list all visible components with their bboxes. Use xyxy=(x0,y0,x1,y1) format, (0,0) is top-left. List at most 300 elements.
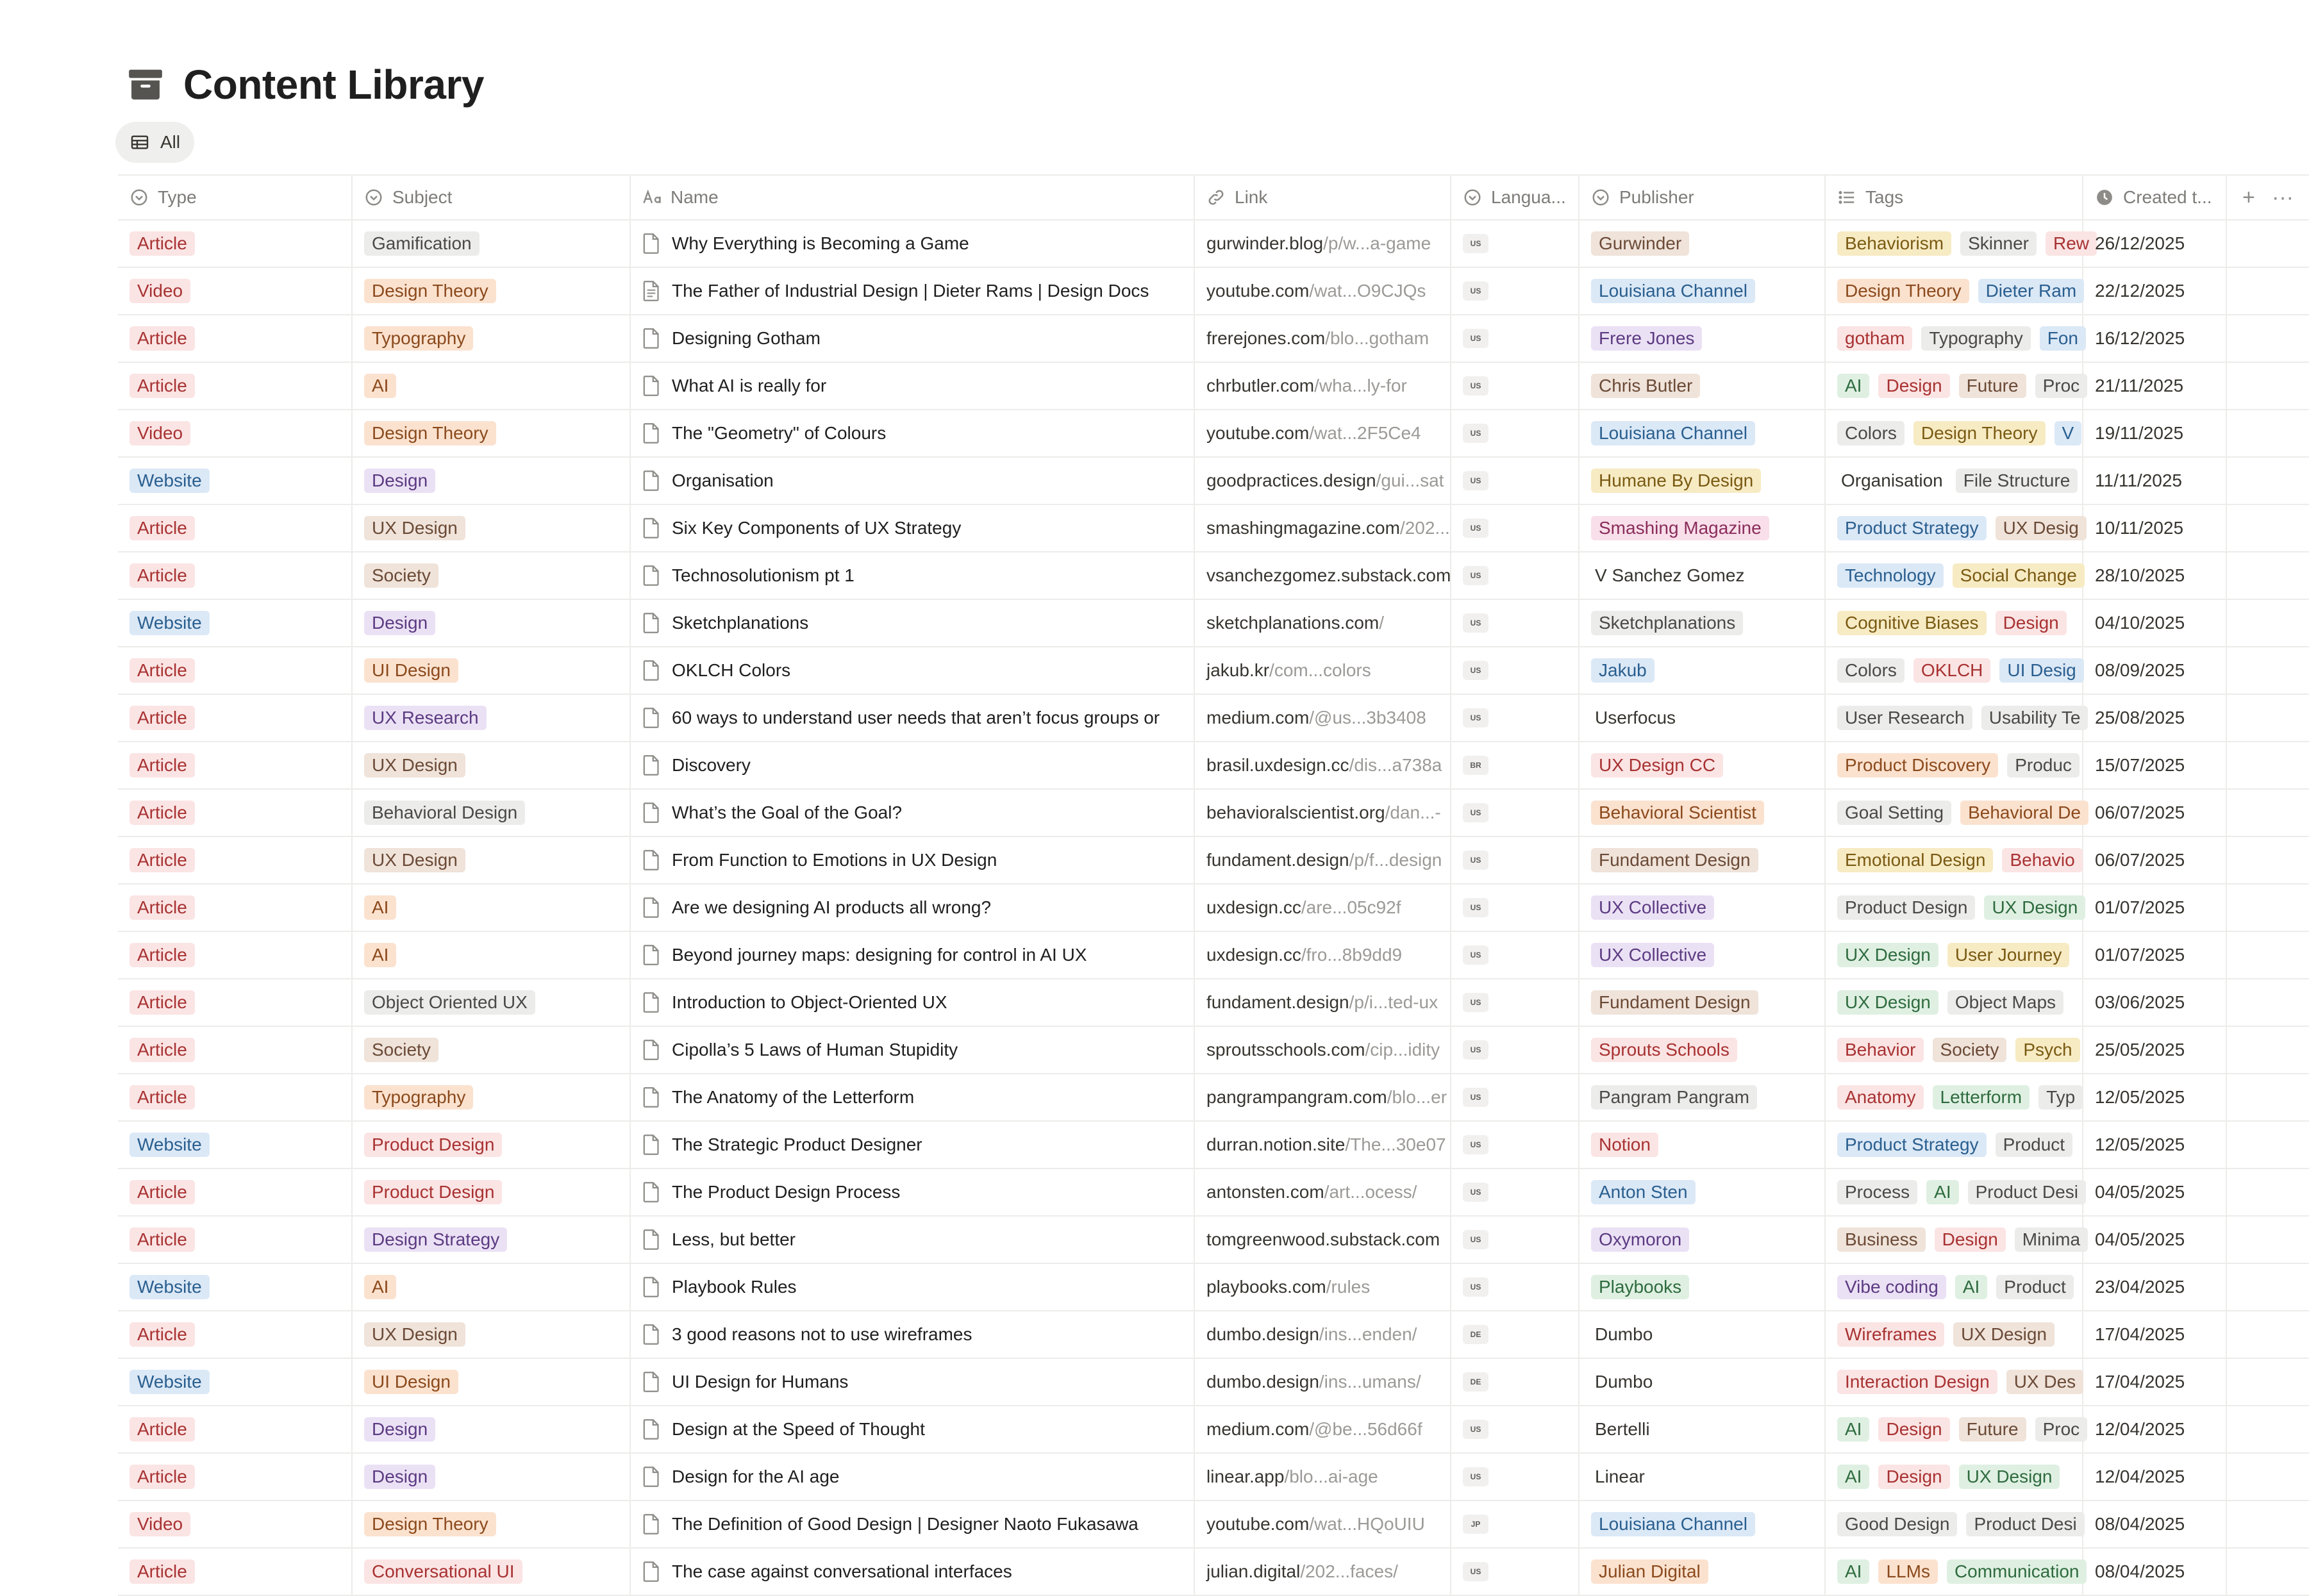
cell-type[interactable] xyxy=(118,553,353,599)
cell-link[interactable] xyxy=(1195,695,1451,741)
cell-name[interactable] xyxy=(631,1027,1195,1073)
link-path[interactable]: /202... xyxy=(1399,518,1450,538)
cell-tags[interactable] xyxy=(1826,885,2083,931)
cell-created[interactable] xyxy=(2083,363,2227,409)
cell-created[interactable] xyxy=(2083,1169,2227,1215)
cell-language[interactable] xyxy=(1451,647,1580,694)
cell-publisher[interactable] xyxy=(1580,458,1826,504)
cell-language[interactable] xyxy=(1451,790,1580,836)
table-row[interactable] xyxy=(118,932,2309,979)
cell-link[interactable] xyxy=(1195,363,1451,409)
cell-publisher[interactable] xyxy=(1580,410,1826,456)
cell-subject[interactable] xyxy=(353,1359,631,1405)
cell-tags[interactable] xyxy=(1826,979,2083,1026)
page-name[interactable]: Six Key Components of UX Strategy xyxy=(672,518,962,538)
cell-created[interactable] xyxy=(2083,1501,2227,1547)
link-domain[interactable]: antonsten.com xyxy=(1206,1182,1324,1202)
cell-tags[interactable] xyxy=(1826,1027,2083,1073)
link-domain[interactable]: fundament.design xyxy=(1206,992,1349,1012)
cell-type[interactable] xyxy=(118,505,353,551)
cell-subject[interactable] xyxy=(353,268,631,314)
cell-name[interactable] xyxy=(631,553,1195,599)
cell-subject[interactable] xyxy=(353,790,631,836)
cell-tags[interactable] xyxy=(1826,1454,2083,1500)
cell-publisher[interactable] xyxy=(1580,1122,1826,1168)
page-name[interactable]: Design for the AI age xyxy=(672,1467,840,1486)
page-name[interactable]: The Anatomy of the Letterform xyxy=(672,1087,915,1107)
cell-language[interactable] xyxy=(1451,553,1580,599)
page-name[interactable]: The Father of Industrial Design | Dieter Rams | Design Docs xyxy=(672,281,1149,301)
link-domain[interactable]: dumbo.design xyxy=(1206,1372,1319,1392)
cell-subject[interactable] xyxy=(353,220,631,267)
cell-link[interactable] xyxy=(1195,647,1451,694)
cell-created[interactable] xyxy=(2083,553,2227,599)
cell-created[interactable] xyxy=(2083,1454,2227,1500)
link-path[interactable]: /wat...O9CJQs xyxy=(1309,281,1426,301)
page-name[interactable]: Beyond journey maps: designing for control in AI UX xyxy=(672,945,1087,965)
cell-name[interactable] xyxy=(631,1454,1195,1500)
table-row[interactable] xyxy=(118,1264,2309,1311)
link-path[interactable]: /fro...8b9dd9 xyxy=(1301,945,1403,965)
cell-language[interactable] xyxy=(1451,1122,1580,1168)
cell-created[interactable] xyxy=(2083,1027,2227,1073)
table-row[interactable] xyxy=(118,1217,2309,1264)
cell-link[interactable] xyxy=(1195,1122,1451,1168)
cell-subject[interactable] xyxy=(353,885,631,931)
table-row[interactable] xyxy=(118,647,2309,695)
cell-publisher[interactable] xyxy=(1580,742,1826,788)
cell-created[interactable] xyxy=(2083,220,2227,267)
page-name[interactable]: Playbook Rules xyxy=(672,1277,797,1297)
table-row[interactable] xyxy=(118,1122,2309,1169)
cell-tags[interactable] xyxy=(1826,505,2083,551)
page-name[interactable]: The Strategic Product Designer xyxy=(672,1135,922,1154)
link-path[interactable]: /rules xyxy=(1326,1277,1371,1297)
page-name[interactable]: Sketchplanations xyxy=(672,613,809,633)
cell-language[interactable] xyxy=(1451,1311,1580,1358)
cell-type[interactable] xyxy=(118,1454,353,1500)
link-path[interactable]: /art...ocess/ xyxy=(1324,1182,1417,1202)
cell-type[interactable] xyxy=(118,1264,353,1310)
cell-tags[interactable] xyxy=(1826,932,2083,978)
cell-link[interactable] xyxy=(1195,1169,1451,1215)
link-path[interactable]: /wat...2F5Ce4 xyxy=(1309,423,1421,443)
table-row[interactable] xyxy=(118,1074,2309,1122)
cell-link[interactable] xyxy=(1195,1501,1451,1547)
cell-subject[interactable] xyxy=(353,647,631,694)
cell-tags[interactable] xyxy=(1826,220,2090,267)
link-path[interactable]: /The...30e07 xyxy=(1345,1135,1446,1154)
more-options-icon[interactable]: ··· xyxy=(2272,185,2294,210)
table-row[interactable] xyxy=(118,1027,2309,1074)
page-name[interactable]: What AI is really for xyxy=(672,376,827,395)
cell-name[interactable] xyxy=(631,1501,1195,1547)
cell-publisher[interactable] xyxy=(1580,979,1826,1026)
table-row[interactable] xyxy=(118,505,2309,553)
cell-tags[interactable] xyxy=(1826,1501,2083,1547)
link-domain[interactable]: smashingmagazine.com xyxy=(1206,518,1400,538)
cell-created[interactable] xyxy=(2083,837,2227,883)
cell-publisher[interactable] xyxy=(1580,1074,1826,1120)
cell-subject[interactable] xyxy=(353,1074,631,1120)
cell-link[interactable] xyxy=(1195,790,1451,836)
link-path[interactable]: /blo...er xyxy=(1387,1087,1447,1107)
cell-publisher[interactable] xyxy=(1580,1311,1826,1358)
cell-type[interactable] xyxy=(118,268,353,314)
link-path[interactable]: /@be...56d66f xyxy=(1309,1419,1422,1439)
cell-language[interactable] xyxy=(1451,1169,1580,1215)
link-domain[interactable]: tomgreenwood.substack.com xyxy=(1206,1229,1440,1249)
table-row[interactable] xyxy=(118,553,2309,600)
cell-language[interactable] xyxy=(1451,742,1580,788)
cell-link[interactable] xyxy=(1195,1406,1451,1452)
cell-publisher[interactable] xyxy=(1580,695,1826,741)
link-path[interactable]: /202...faces/ xyxy=(1300,1561,1398,1581)
cell-name[interactable] xyxy=(631,837,1195,883)
cell-tags[interactable] xyxy=(1826,268,2083,314)
cell-subject[interactable] xyxy=(353,1406,631,1452)
cell-tags[interactable] xyxy=(1826,363,2083,409)
cell-created[interactable] xyxy=(2083,1359,2227,1405)
cell-language[interactable] xyxy=(1451,837,1580,883)
cell-created[interactable] xyxy=(2083,647,2227,694)
cell-created[interactable] xyxy=(2083,979,2227,1026)
page-name[interactable]: Why Everything is Becoming a Game xyxy=(672,233,969,253)
cell-publisher[interactable] xyxy=(1580,505,1826,551)
column-header-tags[interactable]: Tags xyxy=(1826,176,2083,219)
link-path[interactable]: /p/i...ted-ux xyxy=(1349,992,1438,1012)
cell-publisher[interactable] xyxy=(1580,1501,1826,1547)
cell-name[interactable] xyxy=(631,695,1195,741)
cell-name[interactable] xyxy=(631,458,1195,504)
cell-type[interactable] xyxy=(118,220,353,267)
cell-name[interactable] xyxy=(631,647,1195,694)
table-row[interactable] xyxy=(118,1359,2309,1406)
page-name[interactable]: 3 good reasons not to use wireframes xyxy=(672,1324,972,1344)
cell-language[interactable] xyxy=(1451,1454,1580,1500)
cell-tags[interactable] xyxy=(1826,458,2083,504)
link-path[interactable]: /ins...umans/ xyxy=(1319,1372,1421,1392)
cell-link[interactable] xyxy=(1195,1359,1451,1405)
column-header-created[interactable]: Created t... xyxy=(2083,176,2227,219)
page-name[interactable]: The case against conversational interfaces xyxy=(672,1561,1012,1581)
cell-created[interactable] xyxy=(2083,1406,2227,1452)
link-domain[interactable]: vsanchezgomez.substack.com xyxy=(1206,565,1451,585)
cell-name[interactable] xyxy=(631,1264,1195,1310)
link-domain[interactable]: fundament.design xyxy=(1206,850,1349,870)
cell-subject[interactable] xyxy=(353,410,631,456)
page-name[interactable]: Introduction to Object-Oriented UX xyxy=(672,992,947,1012)
link-path[interactable]: /p/w...a-game xyxy=(1323,233,1431,253)
link-path[interactable]: /dan...- xyxy=(1385,802,1441,822)
cell-language[interactable] xyxy=(1451,695,1580,741)
table-row[interactable] xyxy=(118,458,2309,505)
cell-type[interactable] xyxy=(118,410,353,456)
column-header-language[interactable]: Langua... xyxy=(1451,176,1580,219)
table-row[interactable] xyxy=(118,1549,2309,1596)
cell-language[interactable] xyxy=(1451,1549,1580,1595)
cell-subject[interactable] xyxy=(353,1027,631,1073)
link-domain[interactable]: playbooks.com xyxy=(1206,1277,1326,1297)
table-row[interactable] xyxy=(118,220,2309,268)
cell-tags[interactable] xyxy=(1826,1217,2083,1263)
column-header-link[interactable]: Link xyxy=(1195,176,1451,219)
cell-language[interactable] xyxy=(1451,885,1580,931)
table-row[interactable] xyxy=(118,742,2309,790)
cell-created[interactable] xyxy=(2083,315,2227,362)
cell-language[interactable] xyxy=(1451,1074,1580,1120)
cell-name[interactable] xyxy=(631,979,1195,1026)
link-path[interactable]: /cip...idity xyxy=(1365,1040,1440,1060)
cell-publisher[interactable] xyxy=(1580,932,1826,978)
cell-link[interactable] xyxy=(1195,1027,1451,1073)
cell-created[interactable] xyxy=(2083,1122,2227,1168)
link-path[interactable]: /gui...sat xyxy=(1376,470,1444,490)
cell-publisher[interactable] xyxy=(1580,220,1826,267)
cell-tags[interactable] xyxy=(1826,1264,2083,1310)
cell-publisher[interactable] xyxy=(1580,790,1826,836)
cell-type[interactable] xyxy=(118,742,353,788)
cell-created[interactable] xyxy=(2083,1311,2227,1358)
page-name[interactable]: Discovery xyxy=(672,755,751,775)
cell-language[interactable] xyxy=(1451,600,1580,646)
table-row[interactable] xyxy=(118,268,2309,315)
cell-tags[interactable] xyxy=(1826,742,2083,788)
page-name[interactable]: Technosolutionism pt 1 xyxy=(672,565,854,585)
link-domain[interactable]: sproutsschools.com xyxy=(1206,1040,1365,1060)
cell-subject[interactable] xyxy=(353,1501,631,1547)
link-path[interactable]: /wha...ly-for xyxy=(1314,376,1407,395)
cell-subject[interactable] xyxy=(353,1311,631,1358)
cell-language[interactable] xyxy=(1451,979,1580,1026)
cell-type[interactable] xyxy=(118,458,353,504)
cell-subject[interactable] xyxy=(353,315,631,362)
cell-link[interactable] xyxy=(1195,742,1451,788)
cell-name[interactable] xyxy=(631,315,1195,362)
link-path[interactable]: /ins...enden/ xyxy=(1319,1324,1417,1344)
cell-link[interactable] xyxy=(1195,932,1451,978)
cell-created[interactable] xyxy=(2083,790,2227,836)
link-domain[interactable]: sketchplanations.com xyxy=(1206,613,1380,633)
cell-name[interactable] xyxy=(631,1169,1195,1215)
cell-type[interactable] xyxy=(118,885,353,931)
cell-tags[interactable] xyxy=(1826,695,2083,741)
page-name[interactable]: The Definition of Good Design | Designer Naoto Fukasawa xyxy=(672,1514,1138,1534)
cell-type[interactable] xyxy=(118,1074,353,1120)
cell-name[interactable] xyxy=(631,742,1195,788)
page-name[interactable]: UI Design for Humans xyxy=(672,1372,849,1392)
link-domain[interactable]: dumbo.design xyxy=(1206,1324,1319,1344)
table-row[interactable] xyxy=(118,695,2309,742)
cell-subject[interactable] xyxy=(353,553,631,599)
cell-link[interactable] xyxy=(1195,600,1451,646)
cell-language[interactable] xyxy=(1451,1501,1580,1547)
table-row[interactable] xyxy=(118,1169,2309,1217)
cell-created[interactable] xyxy=(2083,458,2227,504)
cell-link[interactable] xyxy=(1195,505,1451,551)
cell-tags[interactable] xyxy=(1826,1169,2083,1215)
cell-name[interactable] xyxy=(631,220,1195,267)
cell-language[interactable] xyxy=(1451,505,1580,551)
cell-link[interactable] xyxy=(1195,458,1451,504)
page-name[interactable]: The "Geometry" of Colours xyxy=(672,423,887,443)
cell-link[interactable] xyxy=(1195,1454,1451,1500)
cell-tags[interactable] xyxy=(1826,410,2083,456)
cell-publisher[interactable] xyxy=(1580,647,1826,694)
cell-tags[interactable] xyxy=(1826,1406,2083,1452)
link-path[interactable]: /wat...HQoUIU xyxy=(1309,1514,1425,1534)
cell-subject[interactable] xyxy=(353,932,631,978)
cell-link[interactable] xyxy=(1195,410,1451,456)
page-name[interactable]: The Product Design Process xyxy=(672,1182,901,1202)
cell-language[interactable] xyxy=(1451,1264,1580,1310)
page-name[interactable]: Organisation xyxy=(672,470,774,490)
cell-type[interactable] xyxy=(118,647,353,694)
link-path[interactable]: /blo...gotham xyxy=(1325,328,1430,348)
cell-subject[interactable] xyxy=(353,1122,631,1168)
table-row[interactable] xyxy=(118,600,2309,647)
page-name[interactable]: 60 ways to understand user needs that aren’t focus groups or xyxy=(672,708,1160,727)
cell-name[interactable] xyxy=(631,1406,1195,1452)
cell-name[interactable] xyxy=(631,1122,1195,1168)
link-domain[interactable]: medium.com xyxy=(1206,1419,1310,1439)
cell-subject[interactable] xyxy=(353,1549,631,1595)
cell-created[interactable] xyxy=(2083,932,2227,978)
tab-all[interactable] xyxy=(115,122,194,163)
cell-type[interactable] xyxy=(118,1169,353,1215)
cell-link[interactable] xyxy=(1195,1549,1451,1595)
cell-created[interactable] xyxy=(2083,1074,2227,1120)
cell-language[interactable] xyxy=(1451,1217,1580,1263)
cell-language[interactable] xyxy=(1451,363,1580,409)
table-row[interactable] xyxy=(118,1311,2309,1359)
cell-created[interactable] xyxy=(2083,505,2227,551)
column-header-publisher[interactable]: Publisher xyxy=(1580,176,1826,219)
cell-name[interactable] xyxy=(631,505,1195,551)
cell-subject[interactable] xyxy=(353,505,631,551)
cell-language[interactable] xyxy=(1451,1406,1580,1452)
cell-publisher[interactable] xyxy=(1580,885,1826,931)
page-name[interactable]: OKLCH Colors xyxy=(672,660,791,680)
cell-created[interactable] xyxy=(2083,268,2227,314)
cell-link[interactable] xyxy=(1195,1264,1451,1310)
cell-publisher[interactable] xyxy=(1580,363,1826,409)
link-domain[interactable]: uxdesign.cc xyxy=(1206,897,1301,917)
cell-type[interactable] xyxy=(118,1311,353,1358)
cell-name[interactable] xyxy=(631,885,1195,931)
cell-link[interactable] xyxy=(1195,220,1451,267)
table-row[interactable] xyxy=(118,315,2309,363)
cell-link[interactable] xyxy=(1195,1074,1451,1120)
cell-publisher[interactable] xyxy=(1580,1359,1826,1405)
cell-name[interactable] xyxy=(631,932,1195,978)
cell-tags[interactable] xyxy=(1826,600,2083,646)
page-name[interactable]: From Function to Emotions in UX Design xyxy=(672,850,997,870)
cell-created[interactable] xyxy=(2083,885,2227,931)
link-domain[interactable]: pangrampangram.com xyxy=(1206,1087,1387,1107)
cell-name[interactable] xyxy=(631,1311,1195,1358)
cell-publisher[interactable] xyxy=(1580,315,1826,362)
cell-publisher[interactable] xyxy=(1580,1454,1826,1500)
link-domain[interactable]: frerejones.com xyxy=(1206,328,1326,348)
table-row[interactable] xyxy=(118,1501,2309,1549)
link-domain[interactable]: medium.com xyxy=(1206,708,1310,727)
cell-link[interactable] xyxy=(1195,268,1451,314)
cell-language[interactable] xyxy=(1451,410,1580,456)
cell-subject[interactable] xyxy=(353,600,631,646)
cell-language[interactable] xyxy=(1451,458,1580,504)
cell-name[interactable] xyxy=(631,1549,1195,1595)
cell-created[interactable] xyxy=(2083,410,2227,456)
cell-type[interactable] xyxy=(118,1027,353,1073)
cell-subject[interactable] xyxy=(353,1454,631,1500)
link-domain[interactable]: youtube.com xyxy=(1206,423,1310,443)
cell-language[interactable] xyxy=(1451,220,1580,267)
link-domain[interactable]: durran.notion.site xyxy=(1206,1135,1346,1154)
column-header-type[interactable]: Type xyxy=(118,176,353,219)
cell-created[interactable] xyxy=(2083,600,2227,646)
cell-publisher[interactable] xyxy=(1580,1406,1826,1452)
cell-link[interactable] xyxy=(1195,979,1451,1026)
cell-created[interactable] xyxy=(2083,742,2227,788)
cell-name[interactable] xyxy=(631,1217,1195,1263)
cell-name[interactable] xyxy=(631,1359,1195,1405)
link-domain[interactable]: julian.digital xyxy=(1206,1561,1301,1581)
page-name[interactable]: Designing Gotham xyxy=(672,328,821,348)
cell-language[interactable] xyxy=(1451,932,1580,978)
link-domain[interactable]: gurwinder.blog xyxy=(1206,233,1324,253)
link-path[interactable]: / xyxy=(1379,613,1385,633)
cell-type[interactable] xyxy=(118,932,353,978)
table-row[interactable] xyxy=(118,1454,2309,1501)
cell-type[interactable] xyxy=(118,1406,353,1452)
cell-publisher[interactable] xyxy=(1580,268,1826,314)
cell-publisher[interactable] xyxy=(1580,1264,1826,1310)
cell-tags[interactable] xyxy=(1826,1074,2083,1120)
cell-publisher[interactable] xyxy=(1580,1169,1826,1215)
cell-type[interactable] xyxy=(118,695,353,741)
cell-subject[interactable] xyxy=(353,695,631,741)
cell-publisher[interactable] xyxy=(1580,1549,1826,1595)
page-name[interactable]: What’s the Goal of the Goal? xyxy=(672,802,903,822)
cell-tags[interactable] xyxy=(1826,1359,2083,1405)
add-property-icon[interactable]: + xyxy=(2242,185,2255,210)
table-row[interactable] xyxy=(118,885,2309,932)
link-path[interactable]: /@us...3b3408 xyxy=(1309,708,1426,727)
link-domain[interactable]: goodpractices.design xyxy=(1206,470,1376,490)
link-path[interactable]: /p/f...design xyxy=(1349,850,1442,870)
cell-name[interactable] xyxy=(631,410,1195,456)
page-name[interactable]: Less, but better xyxy=(672,1229,796,1249)
cell-publisher[interactable] xyxy=(1580,1027,1826,1073)
cell-type[interactable] xyxy=(118,1359,353,1405)
cell-publisher[interactable] xyxy=(1580,1217,1826,1263)
cell-link[interactable] xyxy=(1195,1311,1451,1358)
cell-link[interactable] xyxy=(1195,837,1451,883)
cell-publisher[interactable] xyxy=(1580,837,1826,883)
cell-language[interactable] xyxy=(1451,315,1580,362)
cell-name[interactable] xyxy=(631,268,1195,314)
cell-subject[interactable] xyxy=(353,1169,631,1215)
cell-type[interactable] xyxy=(118,1122,353,1168)
cell-subject[interactable] xyxy=(353,1217,631,1263)
cell-type[interactable] xyxy=(118,600,353,646)
cell-subject[interactable] xyxy=(353,742,631,788)
link-domain[interactable]: chrbutler.com xyxy=(1206,376,1315,395)
cell-type[interactable] xyxy=(118,979,353,1026)
link-path[interactable]: /com...colors xyxy=(1269,660,1371,680)
cell-publisher[interactable] xyxy=(1580,553,1826,599)
